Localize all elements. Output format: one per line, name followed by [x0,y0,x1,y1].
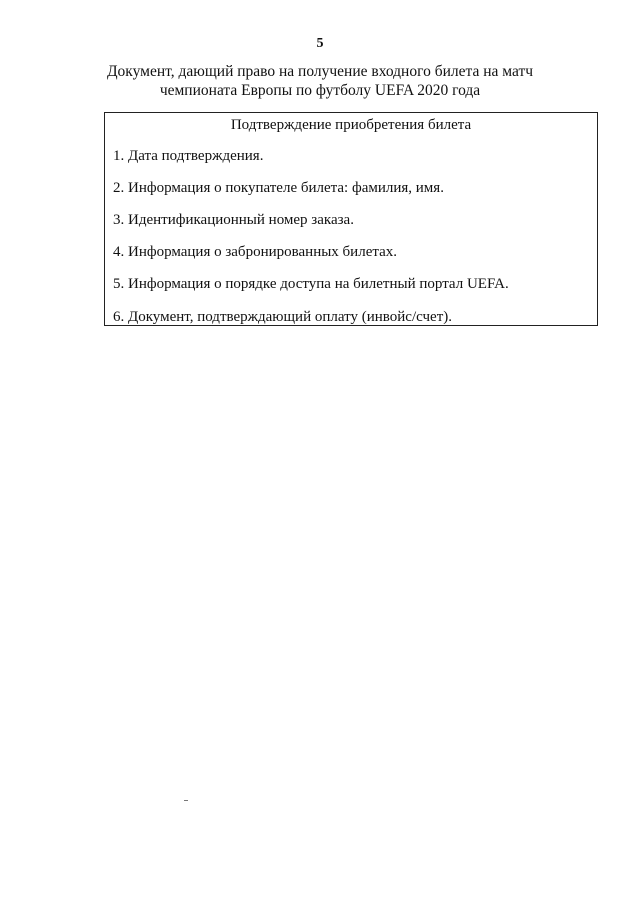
document-title-line-1: Документ, дающий право на получение входного билета на матч [106,63,534,80]
page-number: 5 [316,36,324,51]
list-item-buyer-info: 2. Информация о покупателе билета: фамилия, имя. [113,180,444,196]
document-title [60,62,580,100]
box-heading: Подтверждение приобретения билета [230,117,472,133]
list-item-booked-tickets: 4. Информация о забронированных билетах. [113,244,397,260]
scan-speck [184,800,188,801]
document-title-line-2: чемпионата Европы по футболу UEFA 2020 года [159,82,481,99]
list-item-payment-document: 6. Документ, подтверждающий оплату (инвойс/счет). [113,309,452,325]
ticket-confirmation-box [104,112,598,326]
list-item-portal-access: 5. Информация о порядке доступа на билетный портал UEFA. [113,276,509,292]
list-item-confirmation-date: 1. Дата подтверждения. [113,148,264,164]
list-item-order-id: 3. Идентификационный номер заказа. [113,212,354,228]
